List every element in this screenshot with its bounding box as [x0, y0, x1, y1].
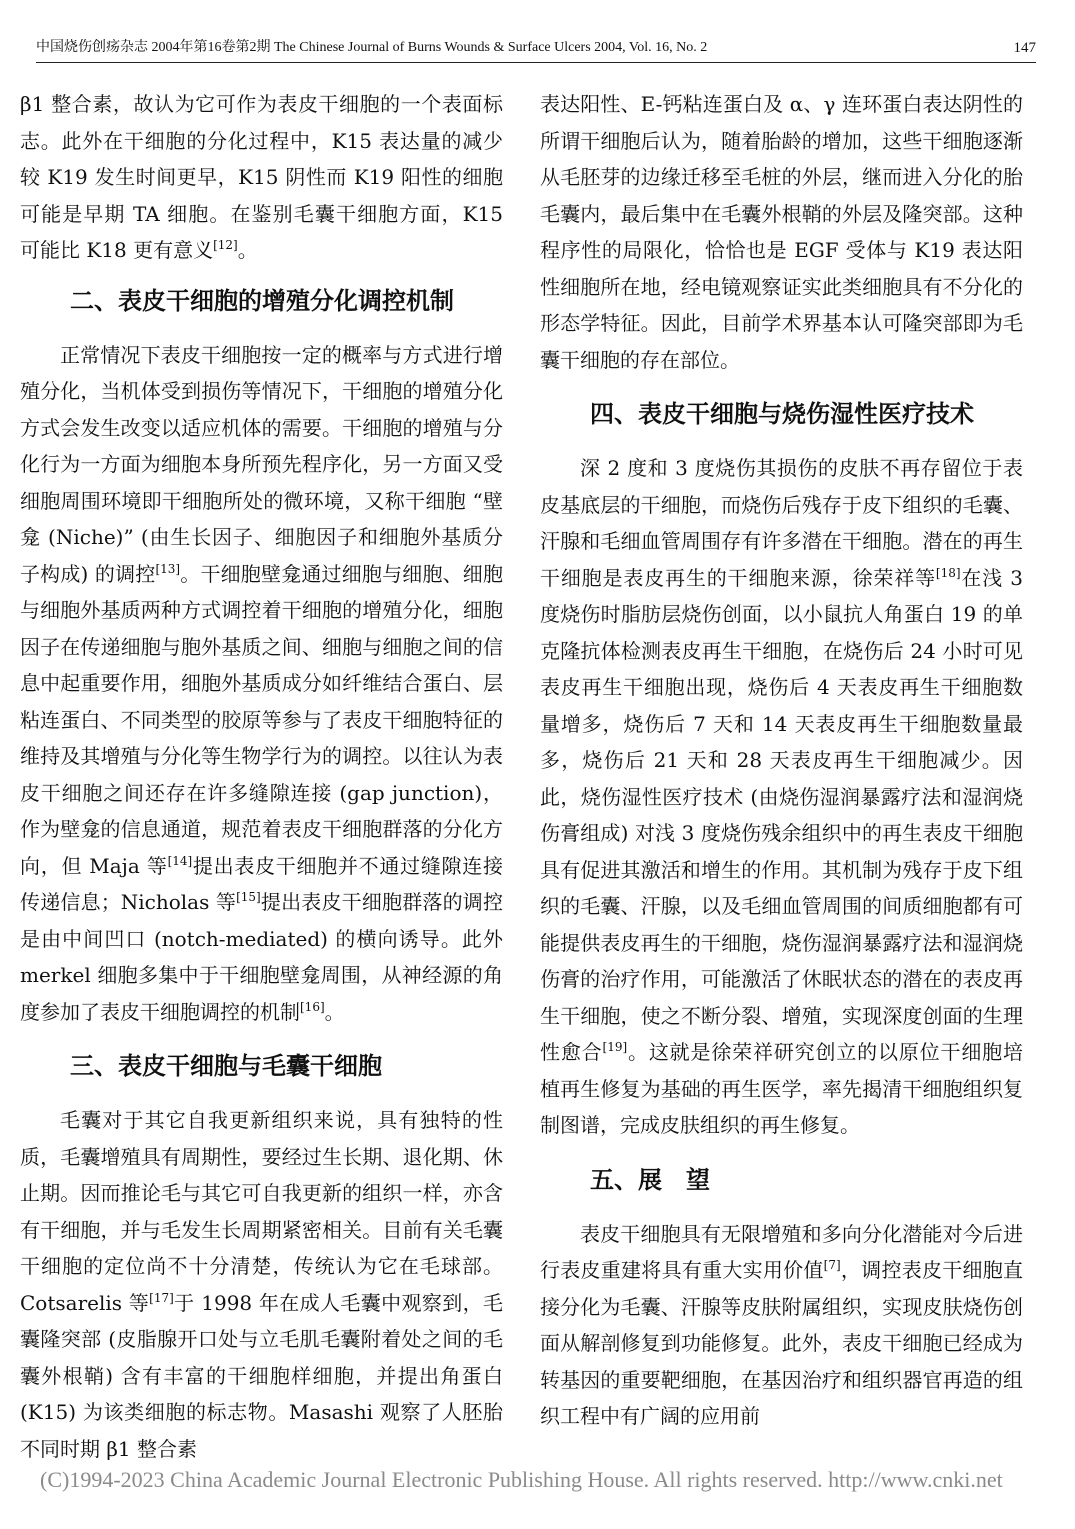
page-number: 147 — [1013, 40, 1036, 56]
citation-ref: [18] — [935, 565, 961, 580]
citation-ref: [15] — [236, 890, 261, 904]
journal-citation: 中国烧伤创疡杂志 2004年第16卷第2期 The Chinese Journal of Burns Wounds & Surface Ulcers 2004, Vol. 16, No. 2 — [36, 40, 708, 55]
paragraph: 深 2 度和 3 度烧伤其损伤的皮肤不再存留位于表皮基底层的干细胞，而烧伤后残存于皮下组织的毛囊、汗腺和毛细血管周围存有许多潜在干细胞。潜在的再生干细胞是表皮再生的干细胞来源，徐荣祥等[18]在浅 3 度烧伤时脂肪层烧伤创面，以小鼠抗人角蛋白 19 的单克隆抗体检测表皮再生干细胞，在烧伤后 24 小时可见表皮再生干细胞出现，烧伤后 4 天表皮再生干细胞数量增多，烧伤后 7 天和 14 天表皮再生干细胞数量最多，烧伤后 21 天和 28 天表皮再生干细胞减少。因此，烧伤湿性医疗技术 (由烧伤湿润暴露疗法和湿润烧伤膏组成) 对浅 3 度烧伤残余组织中的再生表皮干细胞具有促进其激活和增生的作用。其机制为残存于皮下组织的毛囊、汗腺，以及毛细血管周围的间质细胞都有可能提供表皮再生的干细胞，烧伤湿润暴露疗法和湿润烧伤膏的治疗作用，可能激活了休眠状态的潜在的表皮再生干细胞，使之不断分裂、增殖，实现深度创面的生理性愈合[19]。这就是徐荣祥研究创立的以原位干细胞培植再生修复为基础的再生医学，率先揭清干细胞组织复制图谱，完成皮肤组织的再生修复。 — [540, 456, 1024, 1137]
citation-ref: [13] — [155, 561, 181, 576]
citation-ref: [12] — [213, 238, 238, 252]
section-heading: 四、表皮干细胞与烧伤湿性医疗技术 — [590, 400, 974, 428]
paragraph: β1 整合素，故认为它可作为表皮干细胞的一个表面标志。此外在干细胞的分化过程中，K15 表达量的减少较 K19 发生时间更早，K15 阴性而 K19 阳性的细胞可能是早期 TA 细胞。在鉴别毛囊干细胞方面，K15 可能比 K18 更有意义[12]。 — [20, 92, 503, 262]
paragraph: 正常情况下表皮干细胞按一定的概率与方式进行增殖分化，当机体受到损伤等情况下，干细胞的增殖分化方式会发生改变以适应机体的需要。干细胞的增殖与分化行为一方面为细胞本身所预先程序化，另一方面又受细胞周围环境即干细胞所处的微环境，又称干细胞 “壁龛 (Niche)” (由生长因子、细胞因子和细胞外基质分子构成) 的调控[13]。干细胞壁龛通过细胞与细胞、细胞与细胞外基质两种方式调控着干细胞的增殖分化，细胞因子在传递细胞与胞外基质之间、细胞与细胞之间的信息中起重要作用，细胞外基质成分如纤维结合蛋白、层粘连蛋白、不同类型的胶原等参与了表皮干细胞特征的维持及其增殖与分化等生物学行为的调控。以往认为表皮干细胞之间还存在许多缝隙连接 (gap junction)，作为壁龛的信息通道，规范着表皮干细胞群落的分化方向，但 Maja 等[14]提出表皮干细胞并不通过缝隙连接传递信息；Nicholas 等[15]提出表皮干细胞群落的调控是由中间凹口 (notch-mediated) 的横向诱导。此外 merkel 细胞多集中于干细胞壁龛周围，从神经源的角度参加了表皮干细胞调控的机制[16]。 — [20, 342, 503, 1024]
right-column — [540, 86, 1023, 1435]
paragraph: 表达阳性、E-钙粘连蛋白及 α、γ 连环蛋白表达阴性的所谓干细胞后认为，随着胎龄的增加，这些干细胞逐渐从毛胚芽的边缘迁移至毛桩的外层，继而进入分化的胎毛囊内，最后集中在毛囊外根鞘的外层及隆突部。这种程序性的局限化，恰恰也是 EGF 受体与 K19 表达阳性细胞所在地，经电镜观察证实此类细胞具有不分化的形态学特征。因此，目前学术界基本认可隆突部即为毛囊干细胞的存在部位。 — [540, 92, 1023, 372]
header-rule — [36, 62, 1036, 63]
citation-ref: [17] — [149, 1290, 174, 1305]
citation-ref: [14] — [167, 853, 193, 868]
citation-ref: [7] — [823, 1258, 841, 1272]
paragraph: 毛囊对于其它自我更新组织来说，具有独特的性质，毛囊增殖具有周期性，要经过生长期、退化期、休止期。因而推论毛与其它可自我更新的组织一样，亦含有干细胞，并与毛发生长周期紧密相关。目前有关毛囊干细胞的定位尚不十分清楚，传统认为它在毛球部。Cotsarelis 等[17]于 1998 年在成人毛囊中观察到，毛囊隆突部 (皮脂腺开口处与立毛肌毛囊附着处之间的毛囊外根鞘) 含有丰富的干细胞样细胞，并提出角蛋白 (K15) 为该类细胞的标志物。Masashi 观察了人胚胎不同时期 β1 整合素 — [20, 1108, 503, 1461]
running-header — [36, 36, 1036, 64]
citation-ref: [19] — [602, 1040, 628, 1054]
citation-ref: [16] — [300, 999, 325, 1014]
section-heading: 五、展 望 — [590, 1165, 710, 1194]
copyright-watermark: (C)1994-2023 China Academic Journal Electronic Publishing House. All rights reserved. http://www.cnki.net — [40, 1467, 1003, 1492]
left-column — [20, 86, 503, 1467]
section-heading: 二、表皮干细胞的增殖分化调控机制 — [70, 286, 454, 315]
paragraph: 表皮干细胞具有无限增殖和多向分化潜能对今后进行表皮重建将具有重大实用价值[7]，调控表皮干细胞直接分化为毛囊、汗腺等皮肤附属组织，实现皮肤烧伤创面从解剖修复到功能修复。此外，表皮干细胞已经成为转基因的重要靶细胞，在基因治疗和组织器官再造的组织工程中有广阔的应用前 — [540, 1221, 1024, 1428]
section-heading: 三、表皮干细胞与毛囊干细胞 — [70, 1052, 382, 1080]
